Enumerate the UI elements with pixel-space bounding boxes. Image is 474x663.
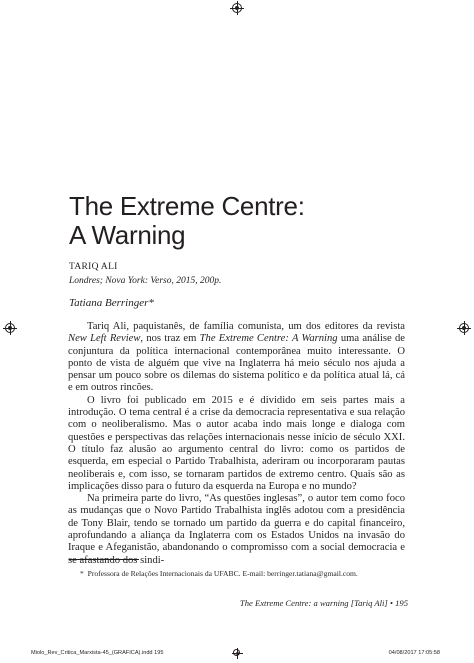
page-footer [240, 598, 408, 608]
footnote-text: Professora de Relações Internacionais da UFABC. E-mail: berringer.tatiana@gmail.com. [87, 569, 358, 578]
footer-bullet: • [389, 598, 393, 608]
title-line-2: A Warning [69, 220, 186, 250]
paragraph-3: Na primeira parte do livro, “As questões inglesas”, o autor tem como foco as mudanças que o Novo Partido Trabalhista inglês adotou com a presidência de Tony Blair, tendo se tornado um partido da guerra e do capital financeiro, aprofundando a aliança da Inglaterra com os Estados Unidos na invasão do Iraque e Afeganistão, abandonando o compromisso com a social democracia e se afastando dos sindi- [68, 493, 405, 566]
registration-mark-right [459, 323, 469, 333]
paragraph-1: Tariq Ali, paquistanês, de família comunista, um dos editores da revista New Left Review, nos traz em The Extreme Centre: A Warning uma análise de conjuntura da política internacional contemporânea muito interessante. O ponto de vista de alguém que vive na Inglaterra há meio século nos ajuda a pensar um pouco sobre os dilemas do sistema político e da política atual lá, cá e em outros rincões. [68, 321, 406, 394]
print-slug-datetime: 04/08/2017 17:05:58 [388, 650, 440, 656]
book-reference: Londres; Nova York: Verso, 2015, 200p. [69, 276, 222, 286]
footnote-mark: * [80, 569, 84, 578]
registration-mark-top [232, 3, 242, 13]
print-slug-file: Miolo_Rev_Critica_Marxista-45_(GRAFICA).indd 195 [31, 650, 164, 656]
registration-mark-bottom [233, 649, 240, 656]
paragraph-2: O livro foi publicado em 2015 e é dividido em seis partes mais a introdução. O tema central é a crise da democracia representativa e sua relação com o neoliberalismo. Mas o autor acaba indo mais longe e dialoga com questões e perspectivas das relações internacionais nesse início de século XXI. O título faz alusão ao argumento central do livro: como os partidos de esquerda, em especial o Partido Trabalhista, aderiram ou incorporaram pautas neoliberais e, com isso, se tornaram partidos de extremo centro. Quais são as implicações disso para o futuro da esquerda na Europa e no mundo? [68, 394, 405, 492]
running-title: The Extreme Centre: a warning [Tariq Ali] [239, 598, 388, 608]
footnote [80, 569, 358, 578]
title-line-1: The Extreme Centre: [69, 191, 305, 221]
article-title [69, 192, 305, 250]
footnote-rule [69, 559, 139, 560]
page-number: 195 [395, 598, 408, 608]
book-author: TARIQ ALI [69, 262, 118, 272]
registration-mark-left [5, 323, 15, 333]
book-title: The Extreme Centre: A Warning [199, 333, 338, 345]
journal-title: New Left Review [68, 333, 141, 345]
body-text [68, 321, 405, 567]
reviewer-name: Tatiana Berringer* [69, 297, 154, 309]
